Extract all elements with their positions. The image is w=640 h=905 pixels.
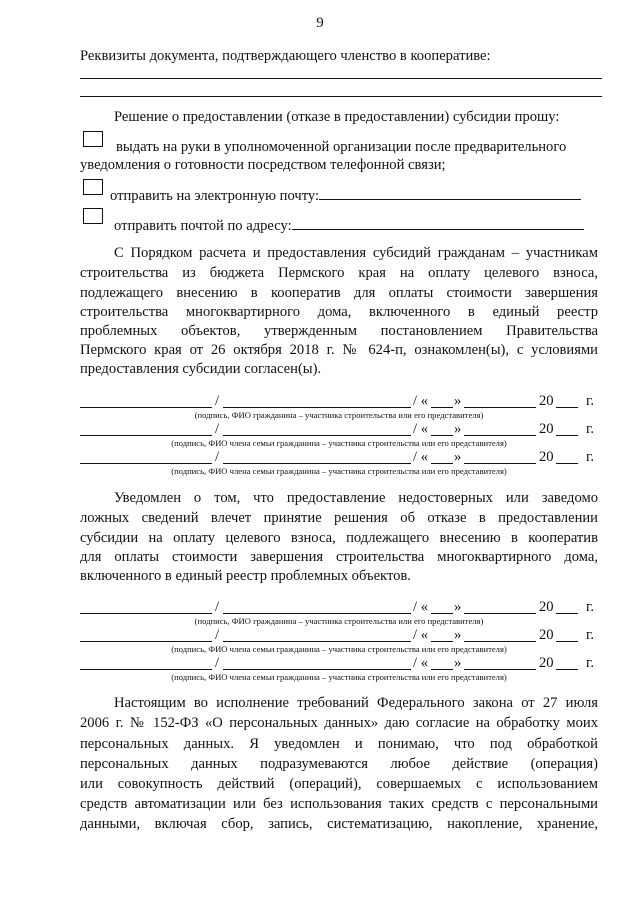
requisites-line-1 bbox=[80, 78, 602, 79]
para2-line: включенного в единый реестр проблемных объектов. bbox=[80, 568, 411, 584]
name-field[interactable] bbox=[223, 669, 411, 670]
open-quote: / « bbox=[413, 627, 428, 643]
caption-citizen: (подпись, ФИО гражданина – участника строительства или его представителя) bbox=[194, 616, 484, 626]
day-field[interactable] bbox=[431, 407, 453, 408]
signature-field[interactable] bbox=[80, 669, 212, 670]
year-field[interactable] bbox=[556, 463, 578, 464]
address-field[interactable] bbox=[292, 217, 584, 230]
signature-field[interactable] bbox=[80, 613, 212, 614]
month-field[interactable] bbox=[464, 435, 536, 436]
para1-line: проблемных объектов, утвержденным постановлением Правительства bbox=[80, 323, 598, 339]
para2-line: субсидии на оплату целевого взноса, подлежащего внесению в кооператив bbox=[80, 530, 598, 546]
email-field[interactable] bbox=[319, 187, 581, 200]
open-quote: / « bbox=[413, 421, 428, 437]
year-prefix: 20 bbox=[539, 449, 554, 465]
signature-row-citizen bbox=[80, 599, 598, 617]
signature-row-family bbox=[80, 627, 598, 645]
signature-row-citizen bbox=[80, 393, 598, 411]
option-hand-line1: выдать на руки в уполномоченной организации после предварительного bbox=[116, 139, 567, 155]
caption-family: (подпись, ФИО члена семьи гражданина – участника строительства или его представителя) bbox=[171, 438, 507, 448]
name-field[interactable] bbox=[223, 463, 411, 464]
year-suffix: г. bbox=[586, 393, 594, 409]
year-field[interactable] bbox=[556, 613, 578, 614]
close-quote: » bbox=[454, 449, 462, 465]
year-prefix: 20 bbox=[539, 421, 554, 437]
open-quote: / « bbox=[413, 393, 428, 409]
signature-field[interactable] bbox=[80, 463, 212, 464]
open-quote: / « bbox=[413, 655, 428, 671]
name-field[interactable] bbox=[223, 613, 411, 614]
slash: / bbox=[215, 393, 220, 409]
caption-family: (подпись, ФИО члена семьи гражданина – участника строительства или его представителя) bbox=[171, 466, 507, 476]
para1-line: С Порядком расчета и предоставления субсидий гражданам – участникам bbox=[114, 245, 598, 261]
close-quote: » bbox=[454, 393, 462, 409]
year-prefix: 20 bbox=[539, 627, 554, 643]
name-field[interactable] bbox=[223, 641, 411, 642]
slash: / bbox=[215, 627, 220, 643]
signature-row-family bbox=[80, 655, 598, 673]
name-field[interactable] bbox=[223, 407, 411, 408]
decision-request: Решение о предоставлении (отказе в предоставлении) субсидии прошу: bbox=[114, 109, 560, 125]
para3-line: средств автоматизации или без использования таких средств с персональными bbox=[80, 796, 598, 812]
caption-family: (подпись, ФИО члена семьи гражданина – участника строительства или его представителя) bbox=[171, 644, 507, 654]
year-suffix: г. bbox=[586, 421, 594, 437]
close-quote: » bbox=[454, 421, 462, 437]
requisites-line-2 bbox=[80, 96, 602, 97]
para2-line: ложных сведений влечет принятие решения об отказе в предоставлении bbox=[80, 510, 598, 526]
day-field[interactable] bbox=[431, 641, 453, 642]
name-field[interactable] bbox=[223, 435, 411, 436]
caption-citizen: (подпись, ФИО гражданина – участника строительства или его представителя) bbox=[194, 410, 484, 420]
option-email-label: отправить на электронную почту: bbox=[110, 188, 320, 204]
option-email-row bbox=[110, 187, 581, 205]
page-number: 9 bbox=[316, 15, 324, 31]
open-quote: / « bbox=[413, 599, 428, 615]
para1-line: Пермского края от 26 октября 2018 г. № 624-п, ознакомлен(ы), с условиями bbox=[80, 342, 598, 358]
slash: / bbox=[215, 449, 220, 465]
month-field[interactable] bbox=[464, 641, 536, 642]
para1-line: строительства из бюджета Пермского края на оплату целевого взноса, bbox=[80, 265, 598, 281]
open-quote: / « bbox=[413, 449, 428, 465]
requisites-label: Реквизиты документа, подтверждающего членство в кооперативе: bbox=[80, 48, 491, 64]
para2-line: Уведомлен о том, что предоставление недостоверных или заведомо bbox=[114, 490, 598, 506]
year-prefix: 20 bbox=[539, 599, 554, 615]
signature-field[interactable] bbox=[80, 435, 212, 436]
option-hand-line2: уведомления о готовности посредством телефонной связи; bbox=[80, 157, 446, 173]
option-post-label: отправить почтой по адресу: bbox=[114, 218, 292, 234]
day-field[interactable] bbox=[431, 435, 453, 436]
signature-field[interactable] bbox=[80, 407, 212, 408]
para2-line: для оплаты стоимости завершения строительства многоквартирного дома, bbox=[80, 549, 598, 565]
month-field[interactable] bbox=[464, 669, 536, 670]
year-field[interactable] bbox=[556, 641, 578, 642]
day-field[interactable] bbox=[431, 463, 453, 464]
close-quote: » bbox=[454, 655, 462, 671]
para3-line: персональных данных. Я уведомлен и понимаю, что под обработкой bbox=[80, 736, 598, 752]
month-field[interactable] bbox=[464, 407, 536, 408]
day-field[interactable] bbox=[431, 669, 453, 670]
para1-line: подлежащего внесению в кооператив для оплаты стоимости завершения bbox=[80, 285, 598, 301]
year-suffix: г. bbox=[586, 655, 594, 671]
year-prefix: 20 bbox=[539, 393, 554, 409]
month-field[interactable] bbox=[464, 613, 536, 614]
year-prefix: 20 bbox=[539, 655, 554, 671]
para3-line: персональных данных подразумеваются любое действие (операция) bbox=[80, 756, 598, 772]
checkbox-email[interactable] bbox=[83, 179, 103, 195]
year-suffix: г. bbox=[586, 599, 594, 615]
year-field[interactable] bbox=[556, 435, 578, 436]
slash: / bbox=[215, 599, 220, 615]
day-field[interactable] bbox=[431, 613, 453, 614]
close-quote: » bbox=[454, 627, 462, 643]
option-post-row bbox=[114, 217, 584, 235]
para1-line: строительства многоквартирного дома, включенного в единый реестр bbox=[80, 304, 598, 320]
para3-line: 2006 г. № 152-ФЗ «О персональных данных» даю согласие на обработку моих bbox=[80, 715, 598, 731]
slash: / bbox=[215, 421, 220, 437]
para3-line: Настоящим во исполнение требований Федерального закона от 27 июля bbox=[114, 695, 598, 711]
year-field[interactable] bbox=[556, 407, 578, 408]
signature-field[interactable] bbox=[80, 641, 212, 642]
caption-family: (подпись, ФИО члена семьи гражданина – участника строительства или его представителя) bbox=[171, 672, 507, 682]
checkbox-post[interactable] bbox=[83, 208, 103, 224]
para3-line: или совокупность действий (операций), совершаемых с использованием bbox=[80, 776, 598, 792]
signature-row-family bbox=[80, 449, 598, 467]
close-quote: » bbox=[454, 599, 462, 615]
year-suffix: г. bbox=[586, 449, 594, 465]
month-field[interactable] bbox=[464, 463, 536, 464]
para1-line: предоставления субсидии согласен(ы). bbox=[80, 361, 322, 377]
checkbox-hand-delivery[interactable] bbox=[83, 131, 103, 147]
para3-line: данными, включая сбор, запись, систематизацию, накопление, хранение, bbox=[80, 816, 598, 832]
year-suffix: г. bbox=[586, 627, 594, 643]
year-field[interactable] bbox=[556, 669, 578, 670]
signature-row-family bbox=[80, 421, 598, 439]
slash: / bbox=[215, 655, 220, 671]
